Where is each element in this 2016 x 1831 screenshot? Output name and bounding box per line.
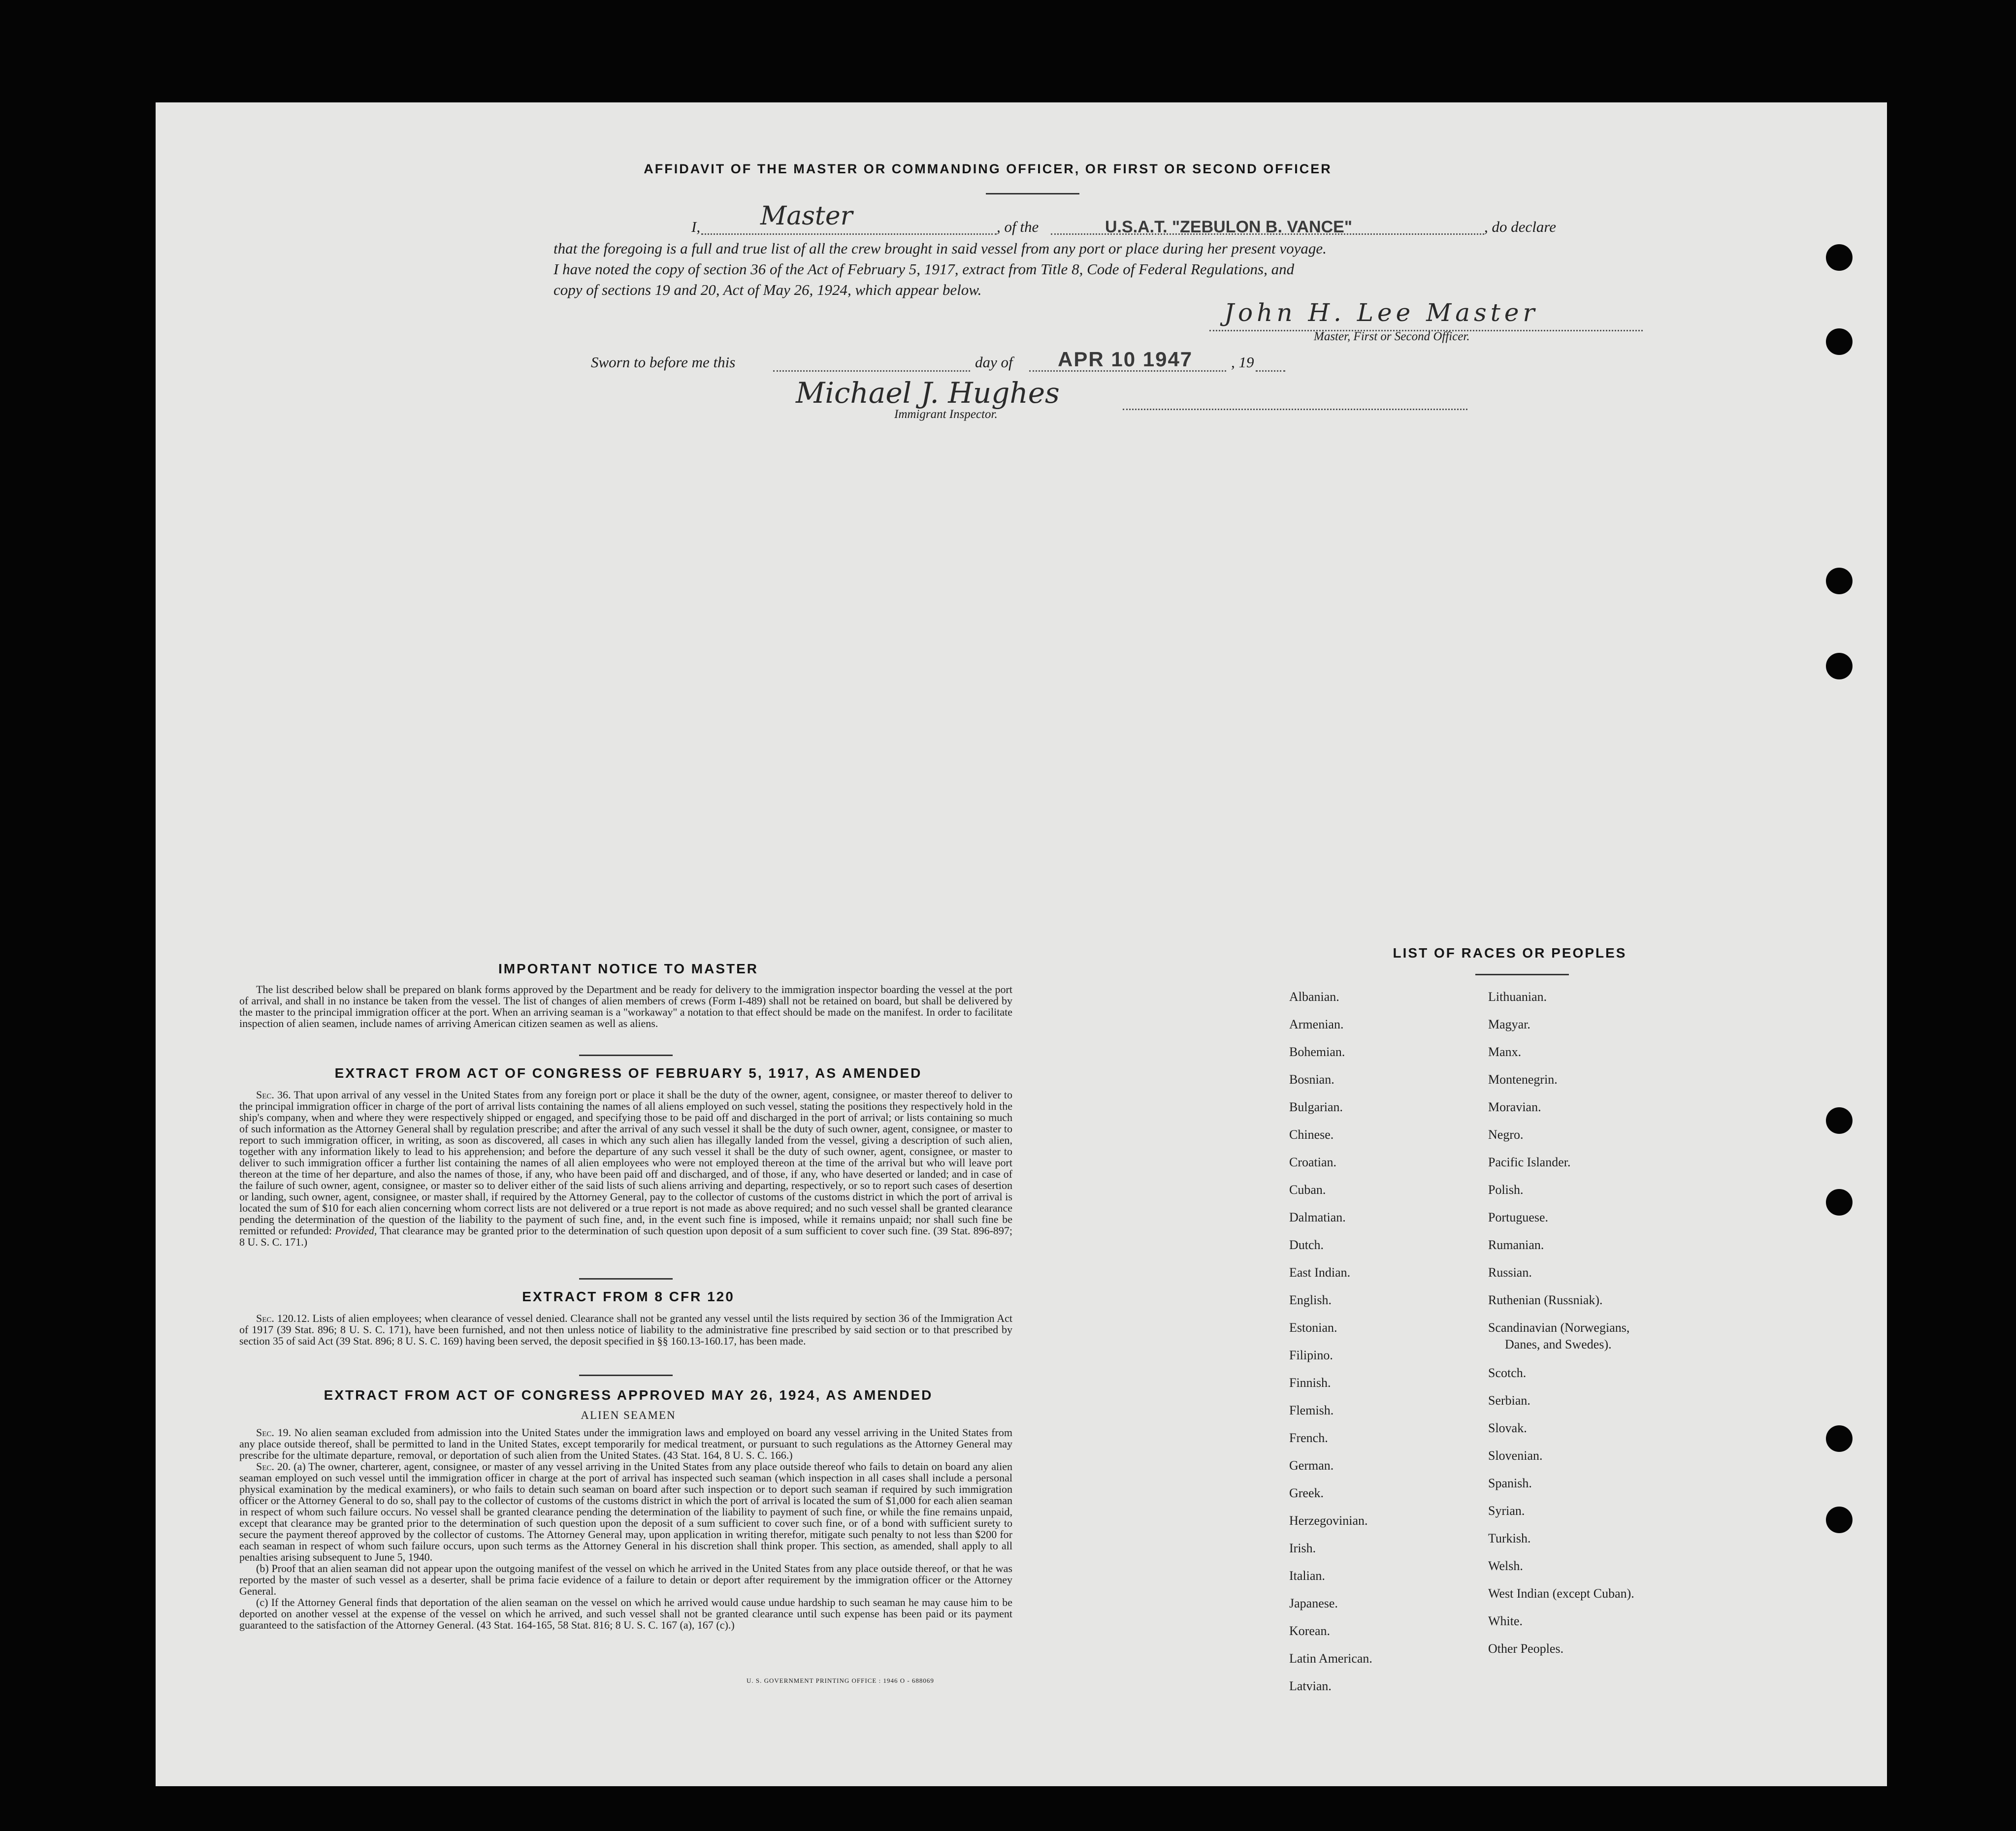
- extract-1917-body: [239, 1089, 1012, 1248]
- extract-cfr-rule: [579, 1375, 673, 1376]
- race-item: Flemish.: [1289, 1403, 1334, 1417]
- sec19-paragraph: [239, 1427, 1012, 1461]
- notice-text: The list described below shall be prepared on blank forms approved by the Department and be ready for delivery to the immigration inspector boarding the vessel at the port of arrival, and shall in no instance be taken from the vessel. The list of changes of alien members of crews (Form I-489) shall not be retained on board, but shall be delivered by the master to the principal immigration officer at the port. When an arriving seaman is a "workaway" a notation to that effect should be made on the manifest. In order to facilitate inspection of alien seamen, include names of arriving American citizen seamen as well as aliens.: [239, 983, 1012, 1029]
- race-item: Serbian.: [1488, 1393, 1530, 1408]
- race-item: Japanese.: [1289, 1596, 1338, 1610]
- race-item: Estonian.: [1289, 1320, 1337, 1335]
- extract-1924-body: [239, 1427, 1012, 1631]
- extract-cfr-title: EXTRACT FROM 8 CFR 120: [522, 1289, 735, 1304]
- sec20b-paragraph: (b) Proof that an alien seaman did not appear upon the outgoing manifest of the vessel on which he arrived in the United States from any place outside thereof, or that he was reported by the master of such vessel as a deserter, shall be prima facie evidence of a failure to detain or deport after requirement by the immigration officer or the Attorney General.: [239, 1562, 1012, 1597]
- race-item: English.: [1289, 1293, 1332, 1307]
- master-signature: John H. Lee Master: [1224, 298, 1539, 327]
- sec20-label: Sec. 20.: [256, 1460, 291, 1473]
- declaration-block: [553, 201, 1666, 300]
- alien-seamen-subtitle: ALIEN SEAMEN: [581, 1409, 676, 1421]
- master-caption: Master, First or Second Officer.: [1314, 330, 1470, 343]
- punch-hole: [1826, 1507, 1853, 1533]
- race-item: Scotch.: [1488, 1366, 1527, 1380]
- race-item: Lithuanian.: [1488, 990, 1547, 1004]
- inspector-caption: Immigrant Inspector.: [894, 408, 998, 421]
- declaration-line2: that the foregoing is a full and true list of all the crew brought in said vessel from any port or place during her present voyage.: [553, 240, 1327, 257]
- handwritten-rank: Master: [760, 201, 853, 231]
- declaration-line4: copy of sections 19 and 20, Act of May 26, 1924, which appear below.: [553, 281, 982, 298]
- punch-hole: [1826, 244, 1853, 271]
- notice-title: IMPORTANT NOTICE TO MASTER: [498, 961, 759, 976]
- line1-suffix: , do declare: [1484, 218, 1557, 235]
- punch-hole: [1826, 1425, 1853, 1452]
- race-item: Slovenian.: [1488, 1448, 1543, 1463]
- race-item: Russian.: [1488, 1265, 1532, 1280]
- sec120-paragraph: [239, 1313, 1012, 1347]
- race-item: Bosnian.: [1289, 1072, 1334, 1087]
- sec19-text: No alien seaman excluded from admission into the United States under the immigration laws and employed on board any vessel arriving in the United States from any place outside thereof, shall be permitted to land in the United States, except temporarily for medical treatment, or pursuant to such regulations as the Attorney General may prescribe for the ultimate departure, removal, or deportation of such alien from the United States. (43 Stat. 164, 8 U. S. C. 166.): [239, 1426, 1013, 1461]
- year-field: [1256, 353, 1285, 372]
- race-item: Scandinavian (Norwegians,: [1488, 1320, 1630, 1335]
- race-item: Irish.: [1289, 1541, 1316, 1555]
- race-item: West Indian (except Cuban).: [1488, 1586, 1634, 1601]
- affidavit-title: AFFIDAVIT OF THE MASTER OR COMMANDING OFFICER, OR FIRST OR SECOND OFFICER: [644, 161, 1332, 176]
- race-item: Latvian.: [1289, 1679, 1332, 1693]
- race-item: Bulgarian.: [1289, 1100, 1343, 1114]
- race-item: Syrian.: [1488, 1504, 1525, 1518]
- race-item: Bohemian.: [1289, 1045, 1345, 1059]
- form-page: [156, 102, 1887, 1786]
- extract-1924-title: EXTRACT FROM ACT OF CONGRESS APPROVED MAY 26, 1924, AS AMENDED: [324, 1387, 933, 1403]
- sec20a-paragraph: [239, 1461, 1012, 1563]
- line1-prefix: I,: [691, 218, 701, 235]
- race-item: Montenegrin.: [1488, 1072, 1558, 1087]
- sworn-prefix: Sworn to before me this: [591, 353, 736, 371]
- year-prefix: , 19: [1231, 353, 1254, 371]
- punch-hole: [1826, 1107, 1853, 1134]
- race-item: German.: [1289, 1458, 1334, 1473]
- sec36-paragraph: [239, 1089, 1012, 1248]
- race-item: Spanish.: [1488, 1476, 1532, 1490]
- inspector-signature: Michael J. Hughes: [796, 376, 1060, 410]
- declaration-line3: I have noted the copy of section 36 of the Act of February 5, 1917, extract from Title 8, Code of Federal Regulations, and: [553, 260, 1295, 278]
- race-item: Dutch.: [1289, 1238, 1324, 1252]
- race-item: Turkish.: [1488, 1531, 1531, 1545]
- punch-hole: [1826, 568, 1853, 594]
- race-item: Dalmatian.: [1289, 1210, 1346, 1224]
- sec36-text: That upon arrival of any vessel in the United States from any foreign port or place it shall be the duty of the owner, agent, consignee, or master thereof to deliver to the principal immigration officer in charge of the port of arrival lists containing the names of all aliens employed on such vessel, stating the positions they respectively hold in the ship's company, when and where they were respectively shipped or engaged, and specifying those to be paid off and discharged in the port of arrival; or lists containing so much of such information as the Attorney General shall by regulation prescribe; and after the arrival of any such vessel it shall be the duty of such owner, agent, consignee, or master to report to such immigration officer, in writing, as soon as discovered, all cases in which any such alien has illegally landed from the vessel, giving a description of such alien, together with any information likely to lead to his apprehension; and before the departure of any such vessel it shall be the duty of such owner, agent, consignee, or master to deliver to such immigration officer a further list containing the names of all alien employees who were not employed thereon at the time of the arrival but who will leave port thereon at the time of her departure, and also the names of those, if any, who have been paid off and discharged, and of those, if any, who have deserted or landed; and in case of the failure of such owner, agent, consignee, or master so to deliver either of the said lists of such aliens arriving and departing, respectively, or so to report such cases of desertion or landing, such owner, agent, consignee, or master shall, if required by the Attorney General, pay to the collector of customs of the customs district in which the port of arrival is located the sum of $10 for each alien concerning whom correct lists are not delivered or a true report is not made as above required; and no such vessel shall be granted clearance pending the determination of the question of the liability to the payment of such fine, and, in the event such fine is imposed, while it remains unpaid; nor shall such fine be remitted or refunded:: [239, 1089, 1012, 1237]
- races-title: LIST OF RACES OR PEOPLES: [1393, 945, 1627, 961]
- inspector-signature-line: [1123, 408, 1467, 410]
- sec20a-text: (a) The owner, charterer, agent, consignee, or master of any vessel arriving in the United States from any place outside thereof who fails to detain on board any alien seaman employed on such vessel until the immigration officer in charge at the port of arrival has inspected such seaman (which inspection in all cases shall include a personal physical examination by the medical examiners), or who fails to detain such seaman on board after such inspection or to deport such seaman if required by such immigration officer or the Attorney General to do so, shall pay to the collector of customs of the customs district in which the port of arrival is located the sum of $1,000 for each alien seaman in respect of whom such failure occurs. No vessel shall be granted clearance pending the determination of the liability to payment of such fine, or while the fine remains unpaid, except that clearance may be granted prior to the determination of such question upon the deposit of a sum sufficient to cover such fine, or of a bond with sufficient surety to secure the payment thereof approved by the collector of customs. The Attorney General may, upon application in writing therefor, mitigate such penalty to not less than $200 for each seaman in respect of whom such failure occurs, upon such terms as the Attorney General in his discretion shall think proper. This section, as amended, shall apply to all penalties arising subsequent to June 5, 1940.: [239, 1460, 1013, 1563]
- punch-hole: [1826, 328, 1853, 355]
- race-item: Ruthenian (Russniak).: [1488, 1293, 1603, 1307]
- title-rule: [986, 193, 1079, 194]
- race-item: Slovak.: [1488, 1421, 1527, 1435]
- race-item: Rumanian.: [1488, 1238, 1544, 1252]
- provided-label: Provided,: [335, 1224, 377, 1237]
- race-item: Cuban.: [1289, 1183, 1326, 1197]
- race-item: Filipino.: [1289, 1348, 1333, 1362]
- race-item: Danes, and Swedes).: [1505, 1337, 1612, 1351]
- race-item: Herzegovinian.: [1289, 1513, 1368, 1528]
- race-item: Pacific Islander.: [1488, 1155, 1571, 1169]
- extract-1917-title: EXTRACT FROM ACT OF CONGRESS OF FEBRUARY 5, 1917, AS AMENDED: [334, 1065, 922, 1081]
- sworn-line: [591, 348, 1487, 375]
- sec36-label: Sec. 36.: [256, 1089, 291, 1101]
- sec19-label: Sec. 19.: [256, 1426, 292, 1439]
- sec36-end: That clearance may be granted prior to the determination of such question upon deposit of a sum sufficient to cover such fine. (39 Stat. 896-897; 8 U. S. C. 171.): [239, 1224, 1013, 1248]
- race-item: Chinese.: [1289, 1127, 1334, 1142]
- race-item: Welsh.: [1488, 1559, 1523, 1573]
- sec120-label: Sec. 120.12.: [256, 1312, 310, 1324]
- extract-1917-rule: [579, 1278, 673, 1280]
- sworn-day-of: day of: [975, 353, 1013, 371]
- race-item: Greek.: [1289, 1486, 1324, 1500]
- race-item: Korean.: [1289, 1624, 1331, 1638]
- race-item: Italian.: [1289, 1569, 1325, 1583]
- race-item: Portuguese.: [1488, 1210, 1549, 1224]
- gpo-imprint: U. S. GOVERNMENT PRINTING OFFICE : 1946 O - 688069: [747, 1677, 934, 1684]
- races-rule: [1475, 974, 1569, 975]
- punch-hole: [1826, 653, 1853, 679]
- vessel-name: U.S.A.T. "ZEBULON B. VANCE": [1105, 218, 1352, 236]
- race-item: Croatian.: [1289, 1155, 1337, 1169]
- race-item: East Indian.: [1289, 1265, 1351, 1280]
- race-item: Armenian.: [1289, 1017, 1344, 1031]
- race-item: Polish.: [1488, 1183, 1524, 1197]
- sec120-text: Lists of alien employees; when clearance of vessel denied. Clearance shall not be granted any vessel until the lists required by section 36 of the Immigration Act of 1917 (39 Stat. 896; 8 U. S. C. 171), have been furnished, and not then unless notice of liability to the administrative fine prescribed by said section or to that prescribed by section 35 of said Act (39 Stat. 896; 8 U. S. C. 169) having been served, the deposit specified in §§ 160.13-160.17, has been made.: [239, 1312, 1013, 1347]
- race-item: Latin American.: [1289, 1651, 1372, 1666]
- race-item: Other Peoples.: [1488, 1641, 1564, 1656]
- race-item: Finnish.: [1289, 1376, 1331, 1390]
- sec20c-paragraph: (c) If the Attorney General finds that deportation of the alien seaman on the vessel on which he arrived would cause undue hardship to such seaman he may cause him to be deported on another vessel at the expense of the vessel on which he arrived, and such vessel shall not be granted clearance until such expense has been paid or its payment guaranteed to the satisfaction of the Attorney General. (43 Stat. 164-165, 58 Stat. 816; 8 U. S. C. 167 (a), 167 (c).): [239, 1596, 1012, 1631]
- extract-cfr-body: [239, 1313, 1012, 1347]
- race-item: Moravian.: [1488, 1100, 1541, 1114]
- race-item: Manx.: [1488, 1045, 1522, 1059]
- notice-rule: [579, 1055, 673, 1056]
- race-item: Albanian.: [1289, 990, 1339, 1004]
- punch-hole: [1826, 1189, 1853, 1216]
- sworn-day-field: [773, 353, 970, 372]
- notice-body: [239, 984, 1012, 1029]
- line1-of: , of the: [997, 218, 1039, 235]
- date-stamp: APR 10 1947: [1058, 348, 1193, 371]
- race-item: White.: [1488, 1614, 1523, 1628]
- race-item: Magyar.: [1488, 1017, 1530, 1031]
- race-item: French.: [1289, 1431, 1328, 1445]
- race-item: Negro.: [1488, 1127, 1524, 1142]
